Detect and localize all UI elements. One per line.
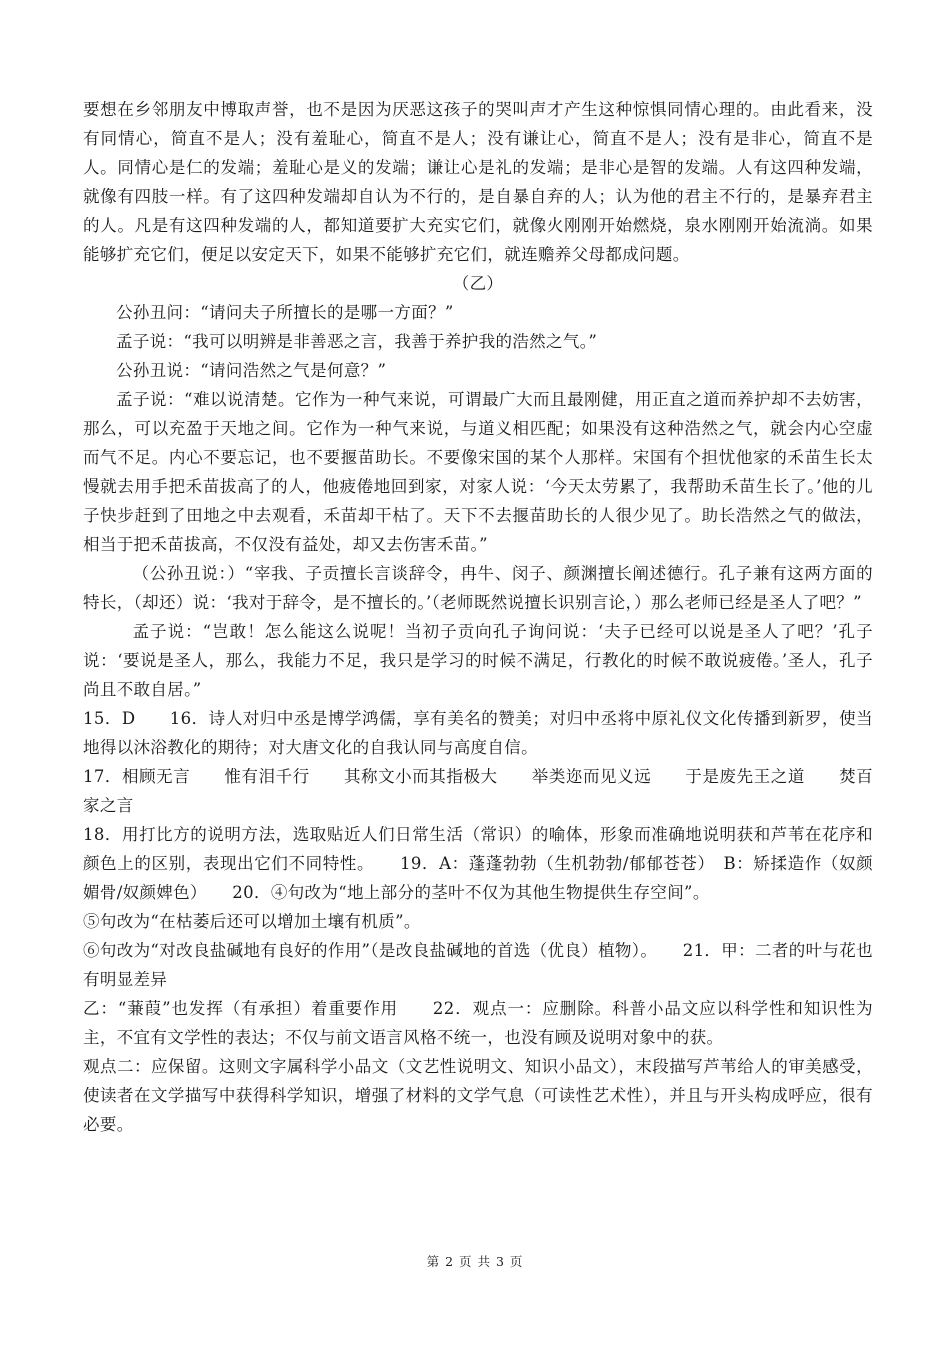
page-footer: 第 2 页 共 3 页 [426, 1254, 524, 1269]
answer-15-16: 15．D 16．诗人对归中丞是博学鸿儒，享有美名的赞美；对归中丞将中原礼仪文化传播到新罗，使当地得以沐浴教化的期待；对大唐文化的自我认同与高度自信。 [83, 709, 873, 757]
paragraph-dialogue-3: 公孙丑说：“请问浩然之气是何意？” [116, 361, 387, 380]
answer-22-view-2: 观点二：应保留。这则文字属科学小品文（文艺性说明文、知识小品文），末段描写芦苇给人的审美感受，使读者在文学描写中获得科学知识，增强了材料的文学气息（可读性艺术性），并且与开头构成呼应，很有必要。 [83, 1057, 873, 1134]
document-body [83, 95, 873, 1139]
paragraph-jia-translation-end: 要想在乡邻朋友中博取声誉，也不是因为厌恶这孩子的哭叫声才产生这种惊惧同情心理的。由此看来，没有同情心，简直不是人；没有羞耻心，简直不是人；没有谦让心，简直不是人；没有是非心，简直不是人。同情心是仁的发端；羞耻心是义的发端；谦让心是礼的发端；是非心是智的发端。人有这四种发端，就像有四肢一样。有了这四种发端却自认为不行的，是自暴自弃的人；认为他的君主不行的，是暴弃君主的人。凡是有这四种发端的人，都知道要扩大充实它们，就像火刚刚开始燃烧，泉水刚刚开始流淌。如果能够扩充它们，便足以安定天下，如果不能够扩充它们，就连赡养父母都成问题。 [83, 100, 873, 264]
paragraph-dialogue-4: 孟子说：“难以说清楚。它作为一种气来说，可谓最广大而且最刚健，用正直之道而养护却不去妨害，那么，可以充盈于天地之间。它作为一种气来说，与道义相匹配；如果没有这种浩然之气，就会内心空虚而气不足。内心不要忘记，也不要揠苗助长。不要像宋国的某个人那样。宋国有个担忧他家的禾苗生长太慢就去用手把禾苗拔高了的人，他疲倦地回到家，对家人说：‘今天太劳累了，我帮助禾苗生长了。’他的儿子快步赶到了田地之中去观看，禾苗却干枯了。天下不去揠苗助长的人很少见了。助长浩然之气的做法，相当于把禾苗拔高，不仅没有益处，却又去伤害禾苗。” [83, 390, 873, 554]
paragraph-dialogue-5: （公孙丑说：）“宰我、子贡擅长言谈辞令，冉牛、闵子、颜渊擅长阐述德行。孔子兼有这两方面的特长，（却还）说：‘我对于辞令，是不擅长的。’（老师既然说擅长识别言论，）那么老师已经是圣人了吧？” [83, 564, 873, 612]
paragraph-dialogue-2: 孟子说：“我可以明辨是非善恶之言，我善于养护我的浩然之气。” [116, 332, 598, 351]
answer-21-22: 乙：“蒹葭”也发挥（有承担）着重要作用 22．观点一：应删除。科普小品文应以科学性和知识性为主，不宜有文学性的表达；不仅与前文语言风格不统一，也没有顾及说明对象中的获。 [83, 999, 873, 1047]
answer-20-21: ⑥句改为“对改良盐碱地有良好的作用”（是改良盐碱地的首选（优良）植物）。 21．甲：二者的叶与花也有明显差异 [83, 941, 873, 989]
answer-20-item-5: ⑤句改为“在枯萎后还可以增加土壤有机质”。 [83, 912, 421, 931]
answer-18-20: 18．用打比方的说明方法，选取贴近人们日常生活（常识）的喻体，形象而准确地说明获和芦苇在花序和颜色上的区别，表现出它们不同特性。 19．A：蓬蓬勃勃（生机勃勃/郁郁苍苍） B：矫揉造作（奴颜媚骨/奴颜婢色） 20．④句改为“地上部分的茎叶不仅为其他生物提供生存空间”。 [83, 825, 873, 902]
section-heading-yi: （乙） [452, 274, 504, 293]
answer-17: 17．相顾无言 惟有泪千行 其称文小而其指极大 举类迩而见义远 于是废先王之道 焚百家之言 [83, 767, 873, 815]
paragraph-dialogue-1: 公孙丑问：“请问夫子所擅长的是哪一方面？” [116, 303, 454, 322]
paragraph-dialogue-6: 孟子说：“岂敢！怎么能这么说呢！当初子贡向孔子询问说：‘夫子已经可以说是圣人了吧？’孔子说：‘要说是圣人，那么，我能力不足，我只是学习的时候不满足，行教化的时候不敢说疲倦。’圣人，孔子尚且不敢自居。” [83, 622, 873, 699]
